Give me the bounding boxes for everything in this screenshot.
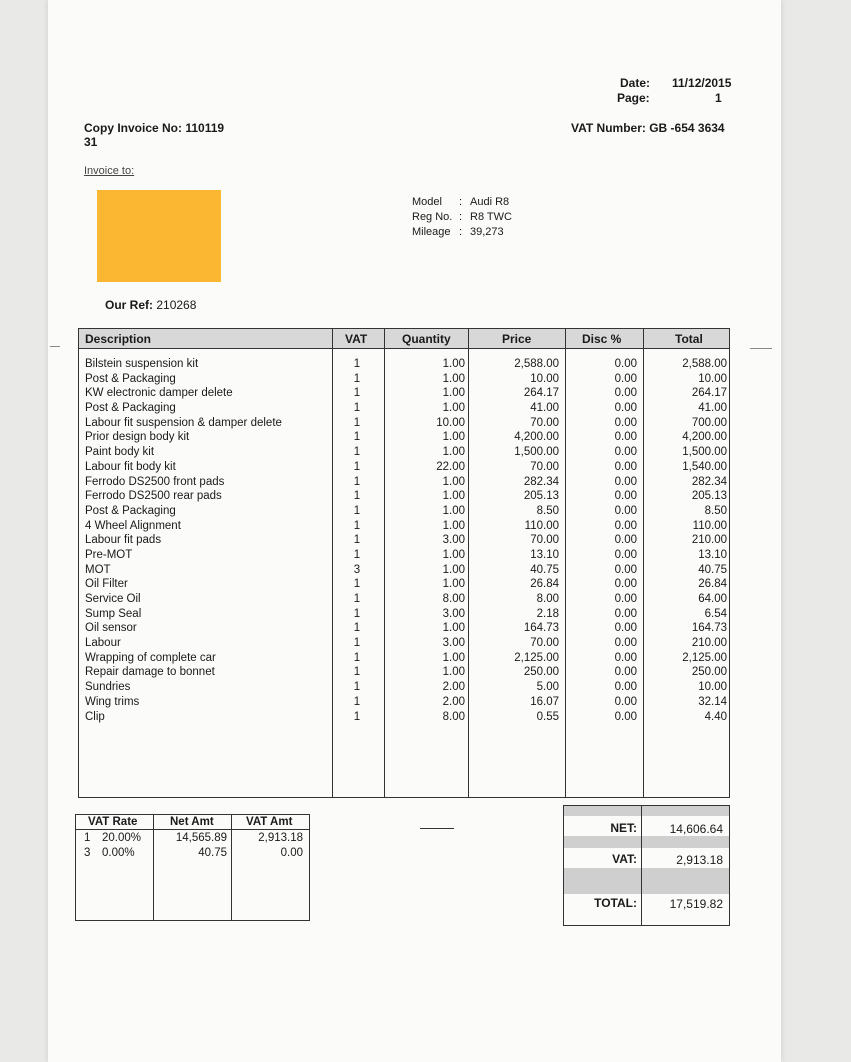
item-quantity: 3.00 xyxy=(442,637,465,650)
our-ref-label: Our Ref: xyxy=(105,298,153,312)
item-quantity: 1.00 xyxy=(442,578,465,591)
item-description: Wrapping of complete car xyxy=(85,651,216,664)
item-total: 26.84 xyxy=(698,578,727,591)
item-description: MOT xyxy=(85,563,111,576)
item-total: 8.50 xyxy=(704,504,727,517)
item-quantity: 1.00 xyxy=(442,651,465,664)
table-row xyxy=(79,504,729,519)
vat-code: 1 xyxy=(84,832,91,844)
invoice-number-line1: Copy Invoice No: 110119 xyxy=(84,121,225,135)
item-quantity: 1.00 xyxy=(442,446,465,459)
item-total: 1,500.00 xyxy=(682,446,727,459)
item-vat-code: 1 xyxy=(353,681,361,694)
item-vat-code: 1 xyxy=(353,358,361,370)
item-description: 4 Wheel Alignment xyxy=(85,519,181,532)
item-price: 8.00 xyxy=(536,593,559,605)
item-price: 2,588.00 xyxy=(514,358,559,370)
item-discount: 0.00 xyxy=(614,416,637,429)
item-price: 2,125.00 xyxy=(514,651,559,664)
item-description: Wing trims xyxy=(85,695,140,708)
item-description: Prior design body kit xyxy=(85,431,190,444)
grand-total: 17,519.82 xyxy=(669,897,723,911)
item-description: Labour fit pads xyxy=(85,534,162,547)
item-vat-code: 1 xyxy=(353,548,361,561)
item-description: Oil sensor xyxy=(85,622,137,635)
item-quantity: 1.00 xyxy=(442,563,465,576)
item-total: 10.00 xyxy=(698,372,727,385)
item-total: 250.00 xyxy=(691,666,727,679)
separator: : xyxy=(459,211,463,223)
line-items-table xyxy=(78,328,730,798)
item-vat-code: 1 xyxy=(353,460,361,473)
item-vat-code: 1 xyxy=(353,490,361,503)
vehicle-model: Audi R8 xyxy=(470,196,510,208)
separator: : xyxy=(459,226,463,238)
item-quantity: 1.00 xyxy=(442,519,465,532)
separator-dash xyxy=(420,828,454,829)
vat-rate: 0.00% xyxy=(102,847,135,859)
table-row xyxy=(79,621,729,636)
item-discount: 0.00 xyxy=(614,490,637,503)
item-total: 210.00 xyxy=(691,534,727,547)
item-vat-code: 1 xyxy=(353,431,361,444)
header-vat: VAT xyxy=(345,332,368,346)
item-total: 4,200.00 xyxy=(682,431,727,444)
item-description: Oil Filter xyxy=(85,578,128,591)
item-total: 1,540.00 xyxy=(682,460,727,473)
shaded-band xyxy=(564,836,729,848)
item-description: Bilstein suspension kit xyxy=(85,358,199,370)
item-price: 164.73 xyxy=(523,622,559,635)
item-description: Post & Packaging xyxy=(85,372,176,385)
item-total: 110.00 xyxy=(692,519,727,532)
item-quantity: 10.00 xyxy=(436,416,465,429)
table-row xyxy=(79,401,729,416)
item-price: 26.84 xyxy=(530,578,559,591)
item-description: Repair damage to bonnet xyxy=(85,666,215,679)
item-total: 32.14 xyxy=(698,695,727,708)
item-total: 2,588.00 xyxy=(682,358,727,370)
item-discount: 0.00 xyxy=(614,607,637,620)
redacted-address-block xyxy=(97,190,221,282)
item-total: 700.00 xyxy=(691,416,727,429)
column-divider xyxy=(641,806,642,925)
item-total: 13.10 xyxy=(698,548,727,561)
table-row xyxy=(79,665,729,680)
header-vat-amt: VAT Amt xyxy=(246,816,293,828)
item-price: 13.10 xyxy=(530,548,559,561)
item-quantity: 1.00 xyxy=(442,431,465,444)
item-vat-code: 1 xyxy=(353,446,361,459)
table-row xyxy=(79,386,729,401)
item-total: 6.54 xyxy=(704,607,727,620)
item-description: Post & Packaging xyxy=(85,402,176,415)
item-total: 282.34 xyxy=(691,475,727,488)
item-vat-code: 1 xyxy=(353,534,361,547)
item-vat-code: 1 xyxy=(353,475,361,488)
item-vat-code: 1 xyxy=(353,416,361,429)
vat-analysis-table xyxy=(75,814,310,921)
item-discount: 0.00 xyxy=(614,681,637,694)
item-price: 10.00 xyxy=(530,372,559,385)
item-price: 205.13 xyxy=(523,490,559,503)
item-price: 250.00 xyxy=(523,666,559,679)
item-price: 5.00 xyxy=(536,681,559,694)
item-vat-code: 1 xyxy=(353,607,361,620)
shaded-band xyxy=(564,868,729,894)
item-quantity: 2.00 xyxy=(442,695,465,708)
date-label: Date: xyxy=(620,76,651,90)
item-vat-code: 1 xyxy=(353,593,361,605)
item-vat-code: 3 xyxy=(353,563,361,576)
net-label: NET: xyxy=(610,821,637,835)
item-vat-code: 1 xyxy=(353,402,361,415)
table-row xyxy=(79,577,729,592)
item-description: Sump Seal xyxy=(85,607,142,620)
item-discount: 0.00 xyxy=(614,637,637,650)
table-row xyxy=(79,710,729,725)
item-total: 40.75 xyxy=(698,563,727,576)
item-discount: 0.00 xyxy=(614,578,637,591)
item-vat-code: 1 xyxy=(353,695,361,708)
item-discount: 0.00 xyxy=(614,666,637,679)
item-quantity: 8.00 xyxy=(442,710,465,723)
item-discount: 0.00 xyxy=(614,548,637,561)
item-total: 164.73 xyxy=(691,622,727,635)
table-row xyxy=(79,607,729,622)
table-row xyxy=(79,533,729,548)
item-description: Sundries xyxy=(85,681,131,694)
item-vat-code: 1 xyxy=(353,637,361,650)
item-quantity: 1.00 xyxy=(442,490,465,503)
reg-label: Reg No. xyxy=(412,211,453,223)
item-total: 205.13 xyxy=(691,490,727,503)
header-quantity: Quantity xyxy=(402,332,451,346)
table-row xyxy=(79,695,729,710)
header-price: Price xyxy=(502,332,532,346)
vat-label: VAT: xyxy=(612,852,637,866)
invoice-date: 11/12/2015 xyxy=(672,76,732,90)
item-vat-code: 1 xyxy=(353,651,361,664)
item-description: Paint body kit xyxy=(85,446,155,459)
item-price: 8.50 xyxy=(536,504,559,517)
separator: : xyxy=(459,196,463,208)
item-description: Labour xyxy=(85,637,121,650)
item-price: 41.00 xyxy=(530,402,559,415)
table-row xyxy=(79,548,729,563)
item-quantity: 1.00 xyxy=(442,372,465,385)
vat-analysis-header xyxy=(76,815,309,830)
item-quantity: 1.00 xyxy=(442,666,465,679)
table-row xyxy=(79,357,729,372)
item-quantity: 2.00 xyxy=(442,681,465,694)
item-vat-code: 1 xyxy=(353,622,361,635)
item-price: 70.00 xyxy=(530,416,559,429)
vat-number: VAT Number: GB -654 3634 xyxy=(571,121,725,135)
item-total: 10.00 xyxy=(698,681,727,694)
shaded-band xyxy=(564,806,729,816)
item-discount: 0.00 xyxy=(614,593,637,605)
item-quantity: 1.00 xyxy=(442,475,465,488)
vat-total: 2,913.18 xyxy=(676,853,723,867)
item-description: Ferrodo DS2500 rear pads xyxy=(85,490,222,503)
item-discount: 0.00 xyxy=(614,563,637,576)
item-discount: 0.00 xyxy=(614,372,637,385)
page-number: 1 xyxy=(715,91,722,105)
item-quantity: 3.00 xyxy=(442,607,465,620)
item-discount: 0.00 xyxy=(614,651,637,664)
item-total: 41.00 xyxy=(698,402,727,415)
net-amt: 40.75 xyxy=(198,847,227,859)
our-ref xyxy=(105,298,196,312)
item-discount: 0.00 xyxy=(614,431,637,444)
item-price: 16.07 xyxy=(530,695,559,708)
table-row xyxy=(79,592,729,607)
table-row xyxy=(79,651,729,666)
margin-mark xyxy=(50,346,60,347)
item-quantity: 1.00 xyxy=(442,548,465,561)
invoice-number xyxy=(84,121,254,149)
vehicle-reg: R8 TWC xyxy=(470,211,512,223)
vat-amt: 0.00 xyxy=(280,847,303,859)
item-description: KW electronic damper delete xyxy=(85,387,233,400)
item-discount: 0.00 xyxy=(614,519,637,532)
item-price: 70.00 xyxy=(530,534,559,547)
vat-amt: 2,913.18 xyxy=(258,832,303,844)
item-discount: 0.00 xyxy=(614,475,637,488)
item-discount: 0.00 xyxy=(614,358,637,370)
item-vat-code: 1 xyxy=(353,387,361,400)
item-description: Post & Packaging xyxy=(85,504,176,517)
item-price: 1,500.00 xyxy=(514,446,559,459)
table-row xyxy=(79,636,729,651)
invoice-number-line2: 31 xyxy=(84,135,98,149)
item-price: 70.00 xyxy=(530,637,559,650)
vat-row xyxy=(76,847,309,861)
item-quantity: 22.00 xyxy=(436,460,465,473)
item-price: 110.00 xyxy=(524,519,559,532)
column-divider xyxy=(153,815,154,920)
vehicle-labels xyxy=(412,195,452,240)
item-vat-code: 1 xyxy=(353,372,361,385)
item-price: 282.34 xyxy=(523,475,559,488)
table-row xyxy=(79,680,729,695)
table-row xyxy=(79,489,729,504)
item-quantity: 1.00 xyxy=(442,402,465,415)
table-row xyxy=(79,416,729,431)
our-ref-value: 210268 xyxy=(156,298,197,312)
item-discount: 0.00 xyxy=(614,622,637,635)
item-price: 40.75 xyxy=(530,563,559,576)
item-discount: 0.00 xyxy=(614,710,637,723)
item-description: Service Oil xyxy=(85,593,141,605)
total-label: TOTAL: xyxy=(594,896,637,910)
item-vat-code: 1 xyxy=(353,710,361,723)
item-price: 2.18 xyxy=(536,607,559,620)
vehicle-mileage: 39,273 xyxy=(470,226,504,238)
vat-row xyxy=(76,832,309,846)
column-divider xyxy=(231,815,232,920)
item-total: 4.40 xyxy=(704,710,727,723)
table-row xyxy=(79,563,729,578)
item-total: 210.00 xyxy=(691,637,727,650)
vehicle-separators xyxy=(459,195,462,240)
table-body xyxy=(79,357,729,724)
item-vat-code: 1 xyxy=(353,578,361,591)
item-quantity: 8.00 xyxy=(442,593,465,605)
header-total: Total xyxy=(675,332,703,346)
table-row xyxy=(79,430,729,445)
item-discount: 0.00 xyxy=(614,446,637,459)
item-quantity: 3.00 xyxy=(442,534,465,547)
totals-table xyxy=(563,805,730,926)
item-discount: 0.00 xyxy=(614,504,637,517)
header-net-amt: Net Amt xyxy=(170,816,214,828)
item-quantity: 1.00 xyxy=(442,504,465,517)
net-total: 14,606.64 xyxy=(669,822,723,836)
page-label: Page: xyxy=(617,91,650,105)
item-price: 4,200.00 xyxy=(514,431,559,444)
item-price: 264.17 xyxy=(523,387,559,400)
header-description: Description xyxy=(85,332,152,346)
item-price: 70.00 xyxy=(530,460,559,473)
item-vat-code: 1 xyxy=(353,666,361,679)
item-quantity: 1.00 xyxy=(442,387,465,400)
vat-rate: 20.00% xyxy=(102,832,142,844)
net-amt: 14,565.89 xyxy=(175,832,227,844)
table-row xyxy=(79,372,729,387)
item-price: 0.55 xyxy=(536,710,559,723)
item-discount: 0.00 xyxy=(614,695,637,708)
table-row xyxy=(79,460,729,475)
table-row xyxy=(79,475,729,490)
item-discount: 0.00 xyxy=(614,402,637,415)
item-description: Clip xyxy=(85,710,105,723)
item-total: 64.00 xyxy=(698,593,727,605)
header-vat-rate: VAT Rate xyxy=(88,816,138,828)
item-description: Labour fit body kit xyxy=(85,460,176,473)
item-vat-code: 1 xyxy=(353,504,361,517)
table-row xyxy=(79,519,729,534)
item-description: Labour fit suspension & damper delete xyxy=(85,416,282,429)
mileage-label: Mileage xyxy=(412,226,451,238)
item-description: Ferrodo DS2500 front pads xyxy=(85,475,225,488)
item-quantity: 1.00 xyxy=(442,622,465,635)
item-discount: 0.00 xyxy=(614,460,637,473)
item-total: 2,125.00 xyxy=(682,651,727,664)
header-disc: Disc % xyxy=(582,332,622,346)
item-vat-code: 1 xyxy=(353,519,361,532)
item-description: Pre-MOT xyxy=(85,548,133,561)
invoice-to-label: Invoice to: xyxy=(84,165,135,177)
item-discount: 0.00 xyxy=(614,387,637,400)
item-discount: 0.00 xyxy=(614,534,637,547)
item-quantity: 1.00 xyxy=(442,358,465,370)
vat-code: 3 xyxy=(84,847,91,859)
model-label: Model xyxy=(412,196,442,208)
table-row xyxy=(79,445,729,460)
table-header xyxy=(79,329,729,349)
margin-mark xyxy=(750,348,772,349)
vehicle-values xyxy=(470,195,512,240)
item-total: 264.17 xyxy=(691,387,727,400)
